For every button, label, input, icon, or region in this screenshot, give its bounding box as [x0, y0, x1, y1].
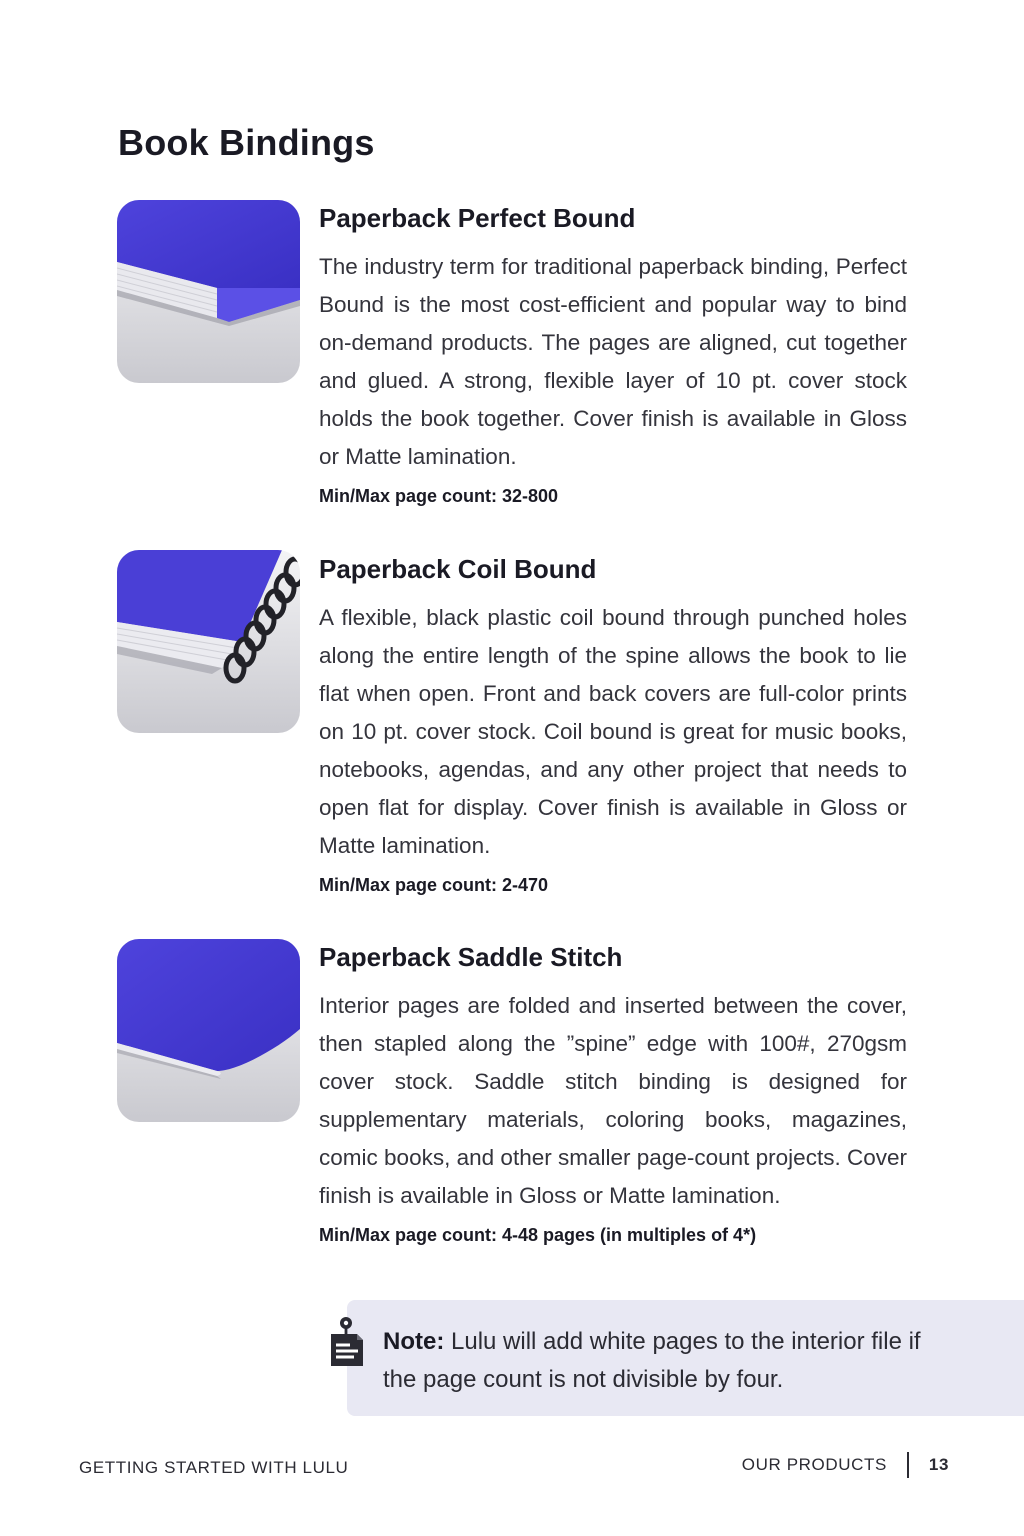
page-number: 13 — [928, 1455, 949, 1474]
page-title: Book Bindings — [118, 122, 375, 163]
note-label: Note: — [383, 1328, 445, 1355]
note-pin-icon — [328, 1316, 368, 1368]
saddle-stitch-book-icon — [117, 939, 300, 1122]
page-count-spec: Min/Max page count: 2-470 — [319, 875, 549, 895]
footer-right — [742, 1452, 949, 1478]
note-text — [383, 1323, 923, 1399]
section-coil-bound — [319, 553, 907, 897]
footer-section-name: OUR PRODUCTS — [741, 1455, 887, 1474]
section-description: The industry term for traditional paperback binding, Perfect Bound is the most cost-efficient and popular way to bind on-demand products. The pages are aligned, cut together and glued. A strong, flexible layer of 10 pt. cover stock holds the book together. Cover finish is available in Gloss or Matte lamination. — [319, 254, 907, 469]
page-count-spec: Min/Max page count: 32-800 — [319, 486, 559, 506]
coil-bound-book-icon — [117, 550, 300, 733]
section-heading: Paperback Saddle Stitch — [319, 942, 623, 972]
section-heading: Paperback Perfect Bound — [319, 203, 636, 233]
section-heading: Paperback Coil Bound — [319, 554, 597, 584]
section-description: Interior pages are folded and inserted between the cover, then stapled along the ”spine” edge with 100#, 270gsm cover stock. Saddle stitch binding is designed for supplementary materials, coloring books, magazines, comic books, and other smaller page-count projects. Cover finish is available in Gloss or Matte lamination. — [319, 993, 907, 1208]
section-saddle-stitch — [319, 941, 907, 1247]
footer-book-title: GETTING STARTED WITH LULU — [79, 1458, 349, 1477]
note-body: Lulu will add white pages to the interior file if the page count is not divisible by four. — [383, 1328, 921, 1393]
perfect-bound-book-icon — [117, 200, 300, 383]
footer-divider — [907, 1452, 909, 1478]
page-count-spec: Min/Max page count: 4-48 pages (in multiples of 4*) — [319, 1225, 757, 1245]
section-description: A flexible, black plastic coil bound through punched holes along the entire length of the spine allows the book to lie flat when open. Front and back covers are full-color prints on 10 pt. cover stock. Coil bound is great for music books, notebooks, agendas, and any other project that needs to open flat for display. Cover finish is available in Gloss or Matte lamination. — [319, 605, 907, 858]
section-perfect-bound — [319, 202, 907, 508]
